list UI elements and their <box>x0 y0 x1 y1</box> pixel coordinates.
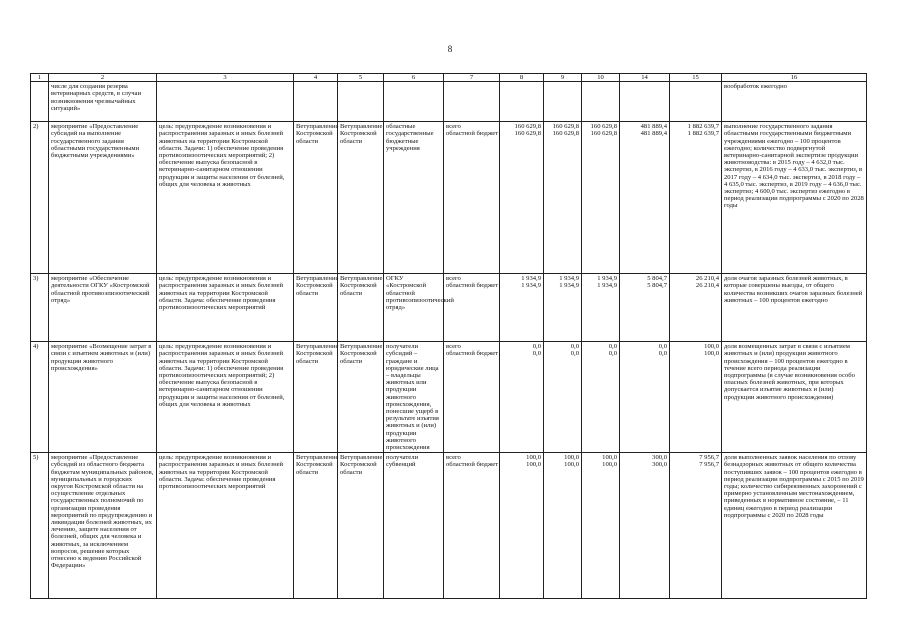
header-cell: 15 <box>670 74 722 82</box>
cell-source-line: областной бюджет <box>446 282 499 290</box>
cell-recipient: ОГКУ «Костромской областной противоэпизоотический отряд» <box>384 274 444 342</box>
cell-2015 <box>500 122 544 274</box>
table-row <box>31 122 867 274</box>
header-cell: 8 <box>500 74 544 82</box>
header-cell: 2 <box>49 74 157 82</box>
cell-2021-line: 481 889,4 <box>640 130 667 138</box>
cell-2017-line: 160 629,8 <box>590 123 617 131</box>
cell-recipient: областные государственные бюджетные учреждения <box>384 122 444 274</box>
cell-recipient: получатели субвенций <box>384 453 444 599</box>
table-row <box>31 342 867 453</box>
cell-2016 <box>544 453 582 599</box>
cell-goal: цель: предупреждение возникновения и распространения заразных и иных болезней животных на территории Костромской области. Задачи: 1) обеспечение проведения противоэпизоотических мероприятий; 2) обеспечение выпуска безопасной в ветеринарно-санитарном отношении продукции и защиты населения от болезней, общих для человека и животных <box>157 122 294 274</box>
cell-2021 <box>620 342 670 453</box>
cell-source <box>444 342 500 453</box>
cell-executor: Ветуправление Костромской области <box>294 122 338 274</box>
cell-2015-line: 100,0 <box>526 454 541 462</box>
header-cell: 9 <box>544 74 582 82</box>
cell-total-line: 7 956,7 <box>699 454 719 462</box>
cell-source-line: всего <box>446 123 461 131</box>
cell-goal: цель: предупреждение возникновения и распространения заразных и иных болезней животных на территории Костромской области. Задачи: 1) обеспечение проведения противоэпизоотических мероприятий; 2) обеспечение выпуска безопасной в ветеринарно-санитарном отношении продукции и защиты населения от болезней, общих для человека и животных <box>157 342 294 453</box>
header-cell: 4 <box>294 74 338 82</box>
cell-coexecutor: Ветуправление Костромской области <box>338 122 384 274</box>
cell-source-line: областной бюджет <box>446 461 499 469</box>
header-cell: 5 <box>338 74 384 82</box>
cell-goal: цель: предупреждение возникновения и распространения заразных и иных болезней животных на территории Костромской области. Задача: обеспечение проведения противоэпизоотических мероприятий <box>157 274 294 342</box>
cell-coexecutor: Ветуправление Костромской области <box>338 342 384 453</box>
cell-2017 <box>582 122 620 274</box>
cell-result: доля возмещенных затрат в связи с изъятием животных и (или) продукции животного происхождения – 100 процентов ежегодно в течение всего периода реализации подпрограммы (в случае возникновения особо опасных болезней животных, при которых допускается изъятие животных и (или) продукции животного происхождения) <box>722 342 867 453</box>
header-cell: 16 <box>722 74 867 82</box>
cell-2017 <box>582 274 620 342</box>
cell-source-line: всего <box>446 343 461 351</box>
header-cell: 1 <box>31 74 49 82</box>
cell-goal: цель: предупреждение возникновения и распространения заразных и иных болезней животных на территории Костромской области. Задача: обеспечение проведения противоэпизоотических мероприятий <box>157 453 294 599</box>
cell-2021-line: 0,0 <box>658 350 667 358</box>
cell-name: мероприятие «Обеспечение деятельности ОГКУ «Костромской областной противоэпизоотический отряд» <box>49 274 157 342</box>
cell-name: мероприятие «Возмещение затрат в связи с изъятием животных и (или) продукции животного происхождения» <box>49 342 157 453</box>
cell-2015-line: 0,0 <box>532 343 541 351</box>
header-cell: 7 <box>444 74 500 82</box>
cell-total-line: 100,0 <box>704 350 719 358</box>
cell-total-line: 1 882 639,7 <box>687 123 719 131</box>
cell-2021-line: 5 804,7 <box>647 282 667 290</box>
cell-total <box>670 342 722 453</box>
cell-total <box>670 122 722 274</box>
cell-2021-line: 0,0 <box>658 343 667 351</box>
cell-result: вообработок ежегодно <box>722 82 867 122</box>
cell-executor: Ветуправление Костромской области <box>294 274 338 342</box>
cell-total <box>670 453 722 599</box>
table-row <box>31 453 867 599</box>
cell-executor: Ветуправление Костромской области <box>294 342 338 453</box>
program-table <box>30 73 867 599</box>
cell-2021 <box>620 274 670 342</box>
cell-2017 <box>582 342 620 453</box>
cell-2015-line: 0,0 <box>532 350 541 358</box>
header-cell: 3 <box>157 74 294 82</box>
cell-2015 <box>500 274 544 342</box>
cell-coexecutor: Ветуправление Костромской области <box>338 453 384 599</box>
cell-total-line: 1 882 639,7 <box>687 130 719 138</box>
cell-2021 <box>620 453 670 599</box>
cell-2021 <box>620 122 670 274</box>
cell-num: 4) <box>31 342 49 453</box>
cell-2017-line: 1 934,9 <box>597 275 617 283</box>
cell-2017-line: 100,0 <box>602 454 617 462</box>
cell-2015 <box>500 342 544 453</box>
cell-2016 <box>544 122 582 274</box>
cell-num: 3) <box>31 274 49 342</box>
cell-2016-line: 160 629,8 <box>552 130 579 138</box>
cell-source <box>444 453 500 599</box>
cell-2015 <box>500 453 544 599</box>
cell-2015-line: 1 934,9 <box>521 275 541 283</box>
cell-2017-line: 1 934,9 <box>597 282 617 290</box>
header-cell: 10 <box>582 74 620 82</box>
cell-2016-line: 1 934,9 <box>559 275 579 283</box>
cell-num <box>31 82 49 122</box>
cell-result: доля очагов заразных болезней животных, в которые совершены выезды, от общего количества возникших очагов заразных болезней животных – 100 процентов ежегодно <box>722 274 867 342</box>
cell-source-line: всего <box>446 275 461 283</box>
cell-source <box>444 122 500 274</box>
cell-2016 <box>544 342 582 453</box>
cell-num: 2) <box>31 122 49 274</box>
cell-2017-line: 100,0 <box>602 461 617 469</box>
cell-2016 <box>544 274 582 342</box>
cell-total-line: 100,0 <box>704 343 719 351</box>
cell-source-line: областной бюджет <box>446 350 499 358</box>
cell-total-line: 26 210,4 <box>695 275 719 283</box>
cell-2015-line: 160 629,8 <box>514 123 541 131</box>
cell-2016-line: 160 629,8 <box>552 123 579 131</box>
cell-total-line: 26 210,4 <box>695 282 719 290</box>
carry-row <box>31 82 867 122</box>
cell-2021-line: 5 804,7 <box>647 275 667 283</box>
cell-total <box>670 274 722 342</box>
page-number: 8 <box>447 44 453 54</box>
cell-num: 5) <box>31 453 49 599</box>
cell-result: доля выполненных заявок населения по отлову безнадзорных животных от общего количества поступивших заявок – 100 процентов ежегодно в период реализации подпрограммы с 2015 по 2019 годы; количество сибиреязвенных захоронений с примерно установленным местонахождением, приведенных в нормативное состояние, – 11 единиц ежегодно в период реализации подпрограммы с 2020 по 2028 годы <box>722 453 867 599</box>
cell-source <box>444 274 500 342</box>
cell-2016-line: 100,0 <box>564 461 579 469</box>
cell-2017 <box>582 453 620 599</box>
cell-result: выполнение государственного задания областными государственными бюджетными учреждениями ежегодно – 100 процентов ежегодно; количество подвергнутой ветеринарно-санитарной экспертизе продукции животноводства: в 2015 году – 4 632,0 тыс. экспертиз, в 2016 году – 4 633,0 тыс. экспертиз, в 2017 году – 4 634,0 тыс. экспертиз, в 2018 году – 4 635,0 тыс. экспертиз, в 2019 году – 4 636,0 тыс. экспертиз; 4 600,0 тыс. экспертиз ежегодно в период реализации подпрограммы с 2020 по 2028 годы <box>722 122 867 274</box>
cell-2015-line: 1 934,9 <box>521 282 541 290</box>
cell-2016-line: 1 934,9 <box>559 282 579 290</box>
cell-2021-line: 481 889,4 <box>640 123 667 131</box>
cell-executor: Ветуправление Костромской области <box>294 453 338 599</box>
cell-2017-line: 0,0 <box>608 350 617 358</box>
cell-name: числе для создания резерва ветеринарных средств, в случаи возникновения чрезвычайных ситуаций» <box>49 82 157 122</box>
cell-2016-line: 100,0 <box>564 454 579 462</box>
header-cell: 14 <box>620 74 670 82</box>
cell-name: мероприятие «Предоставление субсидий из областного бюджета бюджетам муниципальных районов, муниципальных и городских округов Костромской области на осуществление отдельных государственных полномочий по организации проведения мероприятий по предупреждению и ликвидации болезней животных, их лечению, защите населения от болезней, общих для человека и животных, за исключением вопросов, решение которых отнесено к ведению Российской Федерации» <box>49 453 157 599</box>
cell-source-line: всего <box>446 454 461 462</box>
cell-2017-line: 160 629,8 <box>590 130 617 138</box>
cell-2021-line: 300,0 <box>652 454 667 462</box>
cell-2015-line: 100,0 <box>526 461 541 469</box>
cell-2021-line: 300,0 <box>652 461 667 469</box>
table-row <box>31 274 867 342</box>
cell-coexecutor: Ветуправление Костромской области <box>338 274 384 342</box>
cell-total-line: 7 956,7 <box>699 461 719 469</box>
header-row <box>31 74 867 82</box>
cell-2017-line: 0,0 <box>608 343 617 351</box>
cell-name: мероприятие «Предоставление субсидий на выполнение государственного задания областными государственными бюджетными учреждениями» <box>49 122 157 274</box>
cell-2015-line: 160 629,8 <box>514 130 541 138</box>
cell-2016-line: 0,0 <box>570 343 579 351</box>
header-cell: 6 <box>384 74 444 82</box>
cell-recipient: получатели субсидий – граждане и юридические лица – владельцы животных или продукции животного происхождения, понесшие ущерб в результате изъятия животных и (или) продукции животного происхождения <box>384 342 444 453</box>
cell-source-line: областной бюджет <box>446 130 499 138</box>
cell-2016-line: 0,0 <box>570 350 579 358</box>
